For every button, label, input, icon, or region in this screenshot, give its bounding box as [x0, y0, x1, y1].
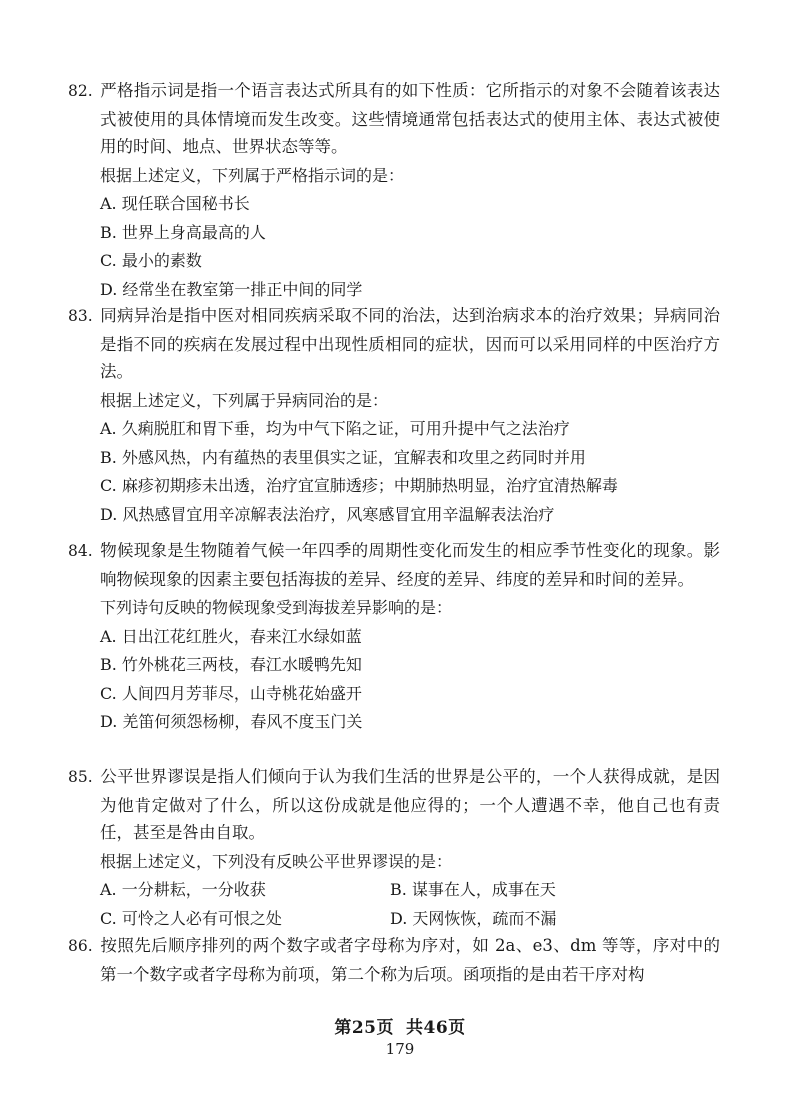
question-prompt: 下列诗句反映的物候现象受到海拔差异影响的是：	[100, 598, 453, 617]
question-85	[68, 763, 720, 933]
question-prompt: 根据上述定义，下列没有反映公平世界谬误的是：	[100, 851, 453, 871]
total-pages-label: 共46页	[406, 1018, 466, 1038]
option-b: B. 外感风热，内有蕴热的表里俱实之证，宜解表和攻里之药同时并用	[100, 447, 586, 467]
option-d: D. 经常坐在教室第一排正中间的同学	[100, 279, 363, 299]
option-c: C. 最小的素数	[100, 251, 202, 270]
question-number: 83.	[68, 307, 93, 325]
option-a: A. 一分耕耘，一分收获	[100, 880, 266, 899]
question-prompt: 根据上述定义，下列属于异病同治的是：	[100, 390, 389, 410]
question-stem	[68, 537, 720, 593]
question-82	[68, 77, 720, 304]
option-d: D. 羌笛何须怨杨柳，春风不度玉门关	[100, 712, 363, 731]
question-83	[68, 302, 720, 529]
question-number: 86.	[68, 937, 93, 955]
stem-text: 物候现象是生物随着气候一年四季的周期性变化而发生的相应季节性变化的现象。影响物候现象的因素主要包括海拔的差异、经度的差异、纬度的差异和时间的差异。	[100, 541, 720, 589]
option-d: D. 天网恢恢，疏而不漏	[390, 908, 557, 928]
page-number: 179	[385, 1040, 415, 1058]
question-prompt: 根据上述定义，下列属于严格指示词的是：	[100, 165, 405, 185]
question-stem	[68, 77, 720, 161]
current-page-label: 第25页	[334, 1018, 394, 1038]
stem-text: 同病异治是指中医对相同疾病采取不同的治法，达到治病求本的治疗效果；异病同治是指不同的疾病在发展过程中出现性质相同的症状，因而可以采用同样的中医治疗方法。	[100, 306, 720, 381]
option-b: B. 世界上身高最高的人	[100, 222, 266, 242]
option-c: C. 可怜之人必有可恨之处	[100, 908, 282, 928]
stem-text: 公平世界谬误是指人们倾向于认为我们生活的世界是公平的，一个人获得成就，是因为他肯定做对了什么，所以这份成就是他应得的；一个人遭遇不幸，他自己也有责任，甚至是咎由自取。	[100, 767, 720, 842]
question-number: 82.	[68, 82, 93, 100]
stem-text: 按照先后顺序排列的两个数字或者字母称为序对，如 2a、e3、dm 等等，序对中的第一个数字或者字母称为前项，第二个称为后项。函项指的是由若干序对构	[100, 936, 720, 984]
option-b: B. 竹外桃花三两枝，春江水暖鸭先知	[100, 655, 362, 674]
question-number: 85.	[68, 768, 93, 786]
question-stem	[68, 763, 720, 847]
question-86	[68, 932, 720, 988]
stem-text: 严格指示词是指一个语言表达式所具有的如下性质：它所指示的对象不会随着该表达式被使用的具体情境而发生改变。这些情境通常包括表达式的使用主体、表达式被使用的时间、地点、世界状态等等。	[100, 81, 720, 156]
option-a: A. 日出江花红胜火，春来江水绿如蓝	[100, 626, 362, 646]
option-row	[100, 905, 720, 934]
question-number: 84.	[68, 542, 93, 560]
option-row	[100, 876, 720, 905]
option-a: A. 久痢脱肛和胃下垂，均为中气下陷之证，可用升提中气之法治疗	[100, 419, 570, 438]
option-b: B. 谋事在人，成事在天	[390, 880, 556, 899]
question-84	[68, 537, 720, 737]
question-stem	[68, 932, 720, 988]
option-c: C. 人间四月芳菲尽，山寺桃花始盛开	[100, 683, 362, 703]
question-stem	[68, 302, 720, 386]
option-c: C. 麻疹初期疹未出透，治疗宜宣肺透疹；中期肺热明显，治疗宜清热解毒	[100, 476, 618, 495]
option-a: A. 现任联合国秘书长	[100, 194, 250, 213]
page-indicator	[0, 1013, 800, 1038]
option-d: D. 风热感冒宜用辛凉解表法治疗，风寒感冒宜用辛温解表法治疗	[100, 504, 555, 524]
